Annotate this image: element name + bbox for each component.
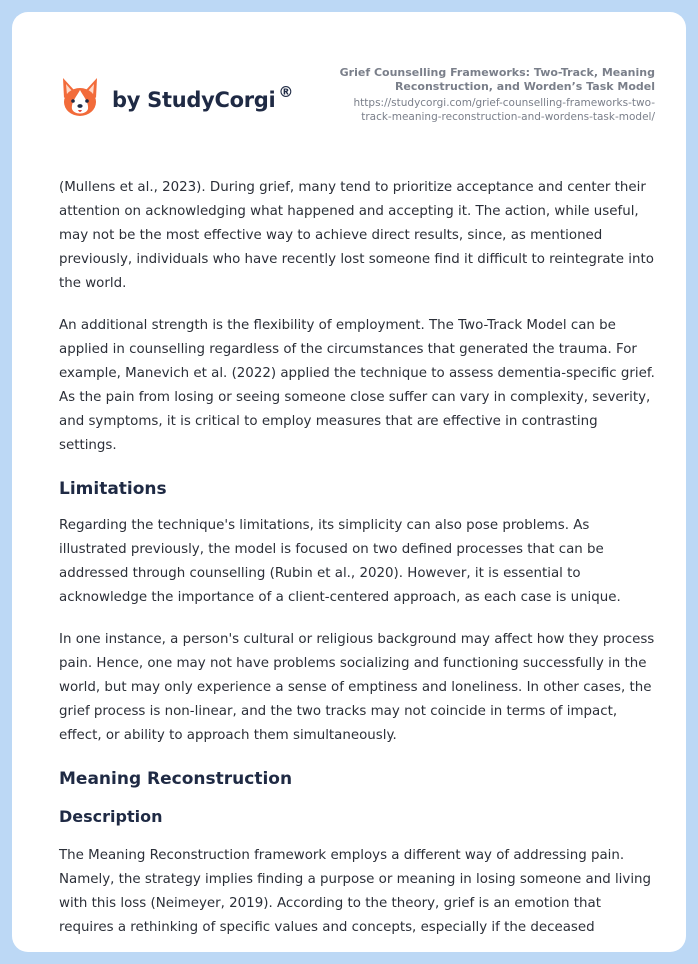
document-page [12, 12, 686, 952]
paragraph: The Meaning Reconstruction framework employs a different way of addressing pain. Namely, the strategy implies finding a purpose or meaning in losing someone and living with this loss (Neimeyer, 2019). According to the theory, grief is an emotion that requires a rethinking of specific values and concepts, especially if the deceased [59, 848, 652, 935]
studycorgi-logo[interactable] [60, 76, 293, 120]
document-body [59, 176, 659, 952]
registered-mark: ® [278, 83, 294, 101]
corgi-logo-icon [60, 76, 100, 120]
section-heading-limitations: Limitations [59, 479, 167, 499]
brand-text: by StudyCorgi [112, 88, 276, 112]
brand-name [112, 83, 294, 112]
paragraph: (Mullens et al., 2023). During grief, many tend to prioritize acceptance and center their attention on acknowledging what happened and accepting it. The action, while useful, may not be the most effective way to achieve direct results, since, as mentioned previously, individuals who have recently lost someone find it difficult to reintegrate into the world. [59, 180, 654, 291]
document-title: Grief Counselling Frameworks: Two-Track, Meaning Reconstruction, and Worden’s Task Model [339, 66, 655, 93]
paragraph: Regarding the technique's limitations, its simplicity can also pose problems. As illustrated previously, the model is focused on two defined processes that can be addressed through counselling (Rubin et al., 2020). However, it is essential to acknowledge the importance of a client-centered approach, as each case is unique. [59, 518, 621, 605]
page-header [12, 12, 686, 152]
document-meta [325, 66, 655, 124]
document-url[interactable]: https://studycorgi.com/grief-counselling-frameworks-two-track-meaning-reconstruction-and-wordens-task-model/ [353, 97, 655, 123]
paragraph: An additional strength is the flexibility of employment. The Two-Track Model can be applied in counselling regardless of the circumstances that generated the trauma. For example, Manevich et al. (2022) applied the technique to assess dementia-specific grief. As the pain from losing or seeing someone close suffer can vary in complexity, severity, and symptoms, it is critical to employ measures that are effective in contrasting settings. [59, 318, 655, 453]
section-heading-meaning-reconstruction: Meaning Reconstruction [59, 769, 293, 789]
paragraph: In one instance, a person's cultural or religious background may affect how they process pain. Hence, one may not have problems socializing and functioning successfully in the world, but may only experience a sense of emptiness and loneliness. In other cases, the grief process is non-linear, and the two tracks may not coincide in terms of impact, effect, or ability to approach them simultaneously. [59, 632, 655, 743]
subsection-heading-description: Description [59, 807, 163, 826]
